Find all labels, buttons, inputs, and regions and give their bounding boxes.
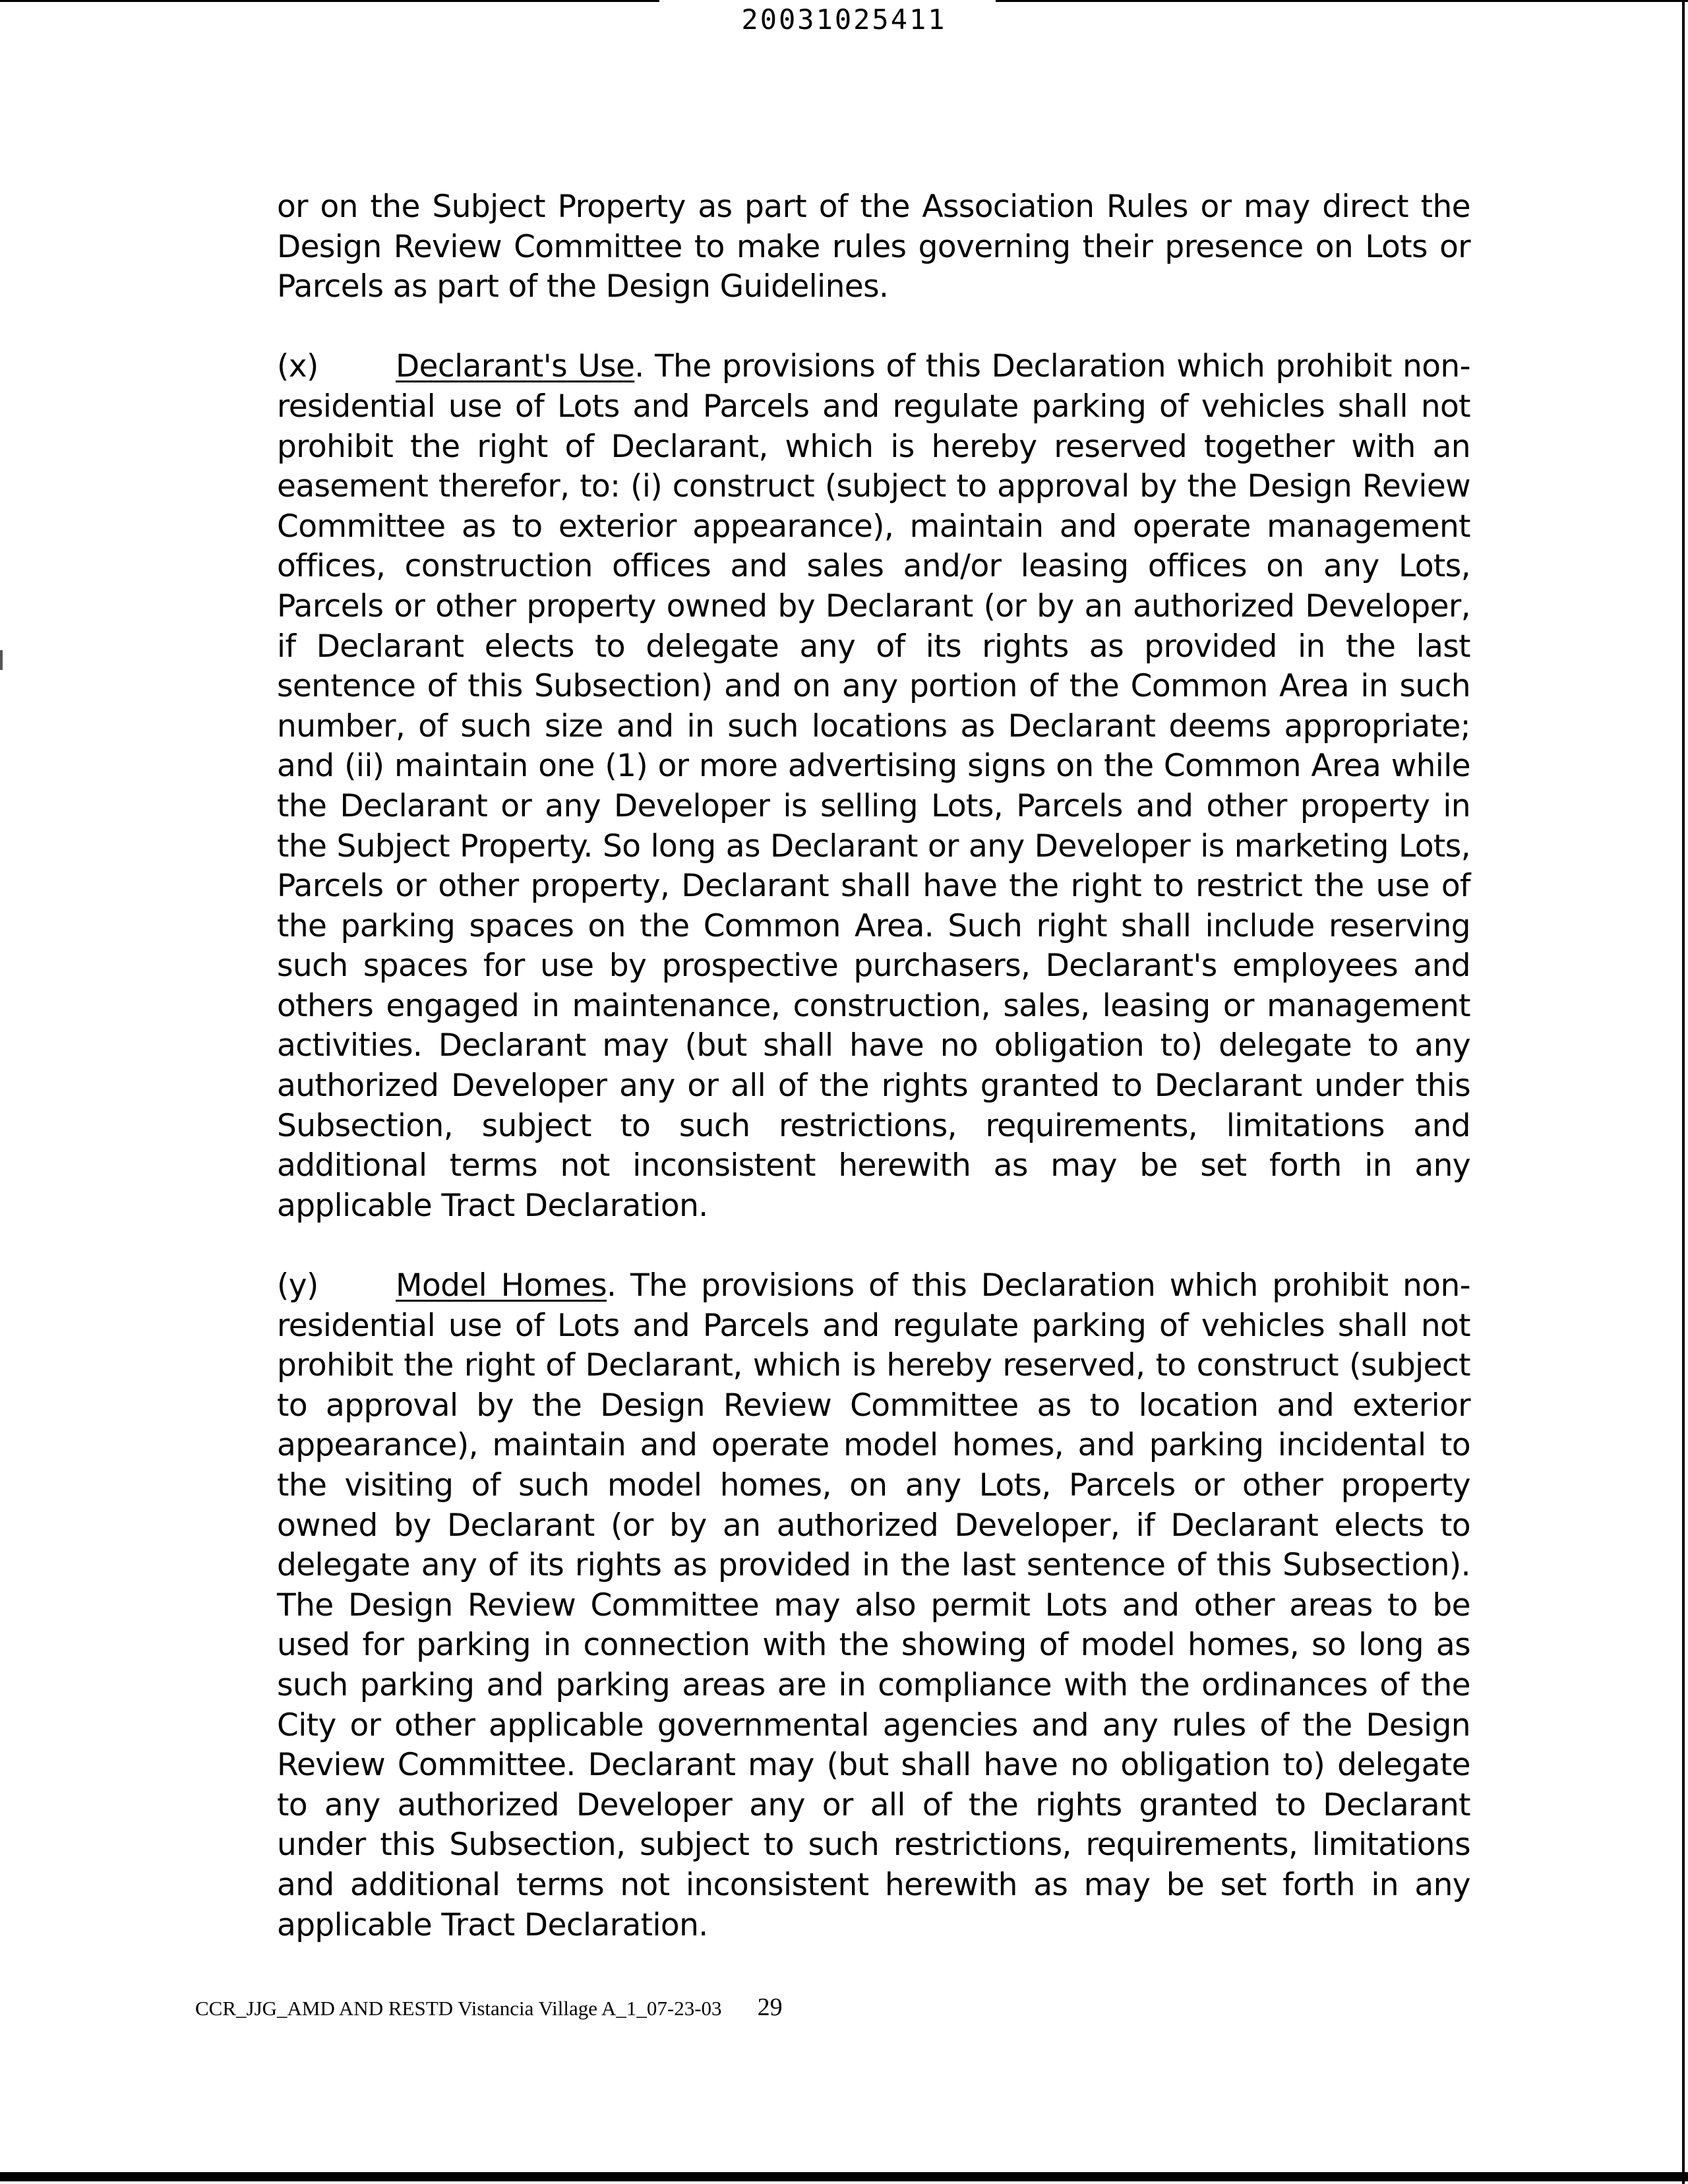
document-body bbox=[277, 187, 1470, 1986]
paragraph-x-heading: Declarant's Use bbox=[396, 348, 635, 385]
paragraph-y-heading: Model Homes bbox=[396, 1267, 607, 1304]
recording-number: 20031025411 bbox=[741, 3, 947, 36]
paragraph-x bbox=[277, 347, 1470, 1226]
paragraph-x-body: . The provisions of this Declaration which prohibit non-residential use of Lots and Parcels and regulate parking of vehicles shall not prohibit the right of Declarant, which is hereby reserved together with an easement therefor, to: (i) construct (subject to approval by the Design Review Committee as to exterior appearance), maintain and operate management offices, construction offices and sales and/or leasing offices on any Lots, Parcels or other property owned by Declarant (or by an authorized Developer, if Declarant elects to delegate any of its rights as provided in the last sentence of this Subsection) and on any portion of the Common Area in such number, of such size and in such locations as Declarant deems appropriate; and (ii) maintain one (1) or more advertising signs on the Common Area while the Declarant or any Developer is selling Lots, Parcels and other property in the Subject Property. So long as Declarant or any Developer is marketing Lots, Parcels or other property, Declarant shall have the right to restrict the use of the parking spaces on the Common Area. Such right shall include reserving such spaces for use by prospective purchasers, Declarant's employees and others engaged in maintenance, construction, sales, leasing or management activities. Declarant may (but shall have no obligation to) delegate to any authorized Developer any or all of the rights granted to Declarant under this Subsection, subject to such restrictions, requirements, limitations and additional terms not inconsistent herewith as may be set forth in any applicable Tract Declaration. bbox=[277, 348, 1470, 1224]
paragraph-y-body: . The provisions of this Declaration which prohibit non-residential use of Lots and Parcels and regulate parking of vehicles shall not prohibit the right of Declarant, which is hereby reserved, to construct (subject to approval by the Design Review Committee as to location and exterior appearance), maintain and operate model homes, and parking incidental to the visiting of such model homes, on any Lots, Parcels or other property owned by Declarant (or by an authorized Developer, if Declarant elects to delegate any of its rights as provided in the last sentence of this Subsection). The Design Review Committee may also permit Lots and other areas to be used for parking in connection with the showing of model homes, so long as such parking and parking areas are in compliance with the ordinances of the City or other applicable governmental agencies and any rules of the Design Review Committee. Declarant may (but shall have no obligation to) delegate to any authorized Developer any or all of the rights granted to Declarant under this Subsection, subject to such restrictions, requirements, limitations and additional terms not inconsistent herewith as may be set forth in any applicable Tract Declaration. bbox=[277, 1267, 1470, 1943]
footer-page-number: 29 bbox=[757, 1993, 783, 2021]
scan-border-right bbox=[1682, 0, 1685, 2184]
page-footer bbox=[195, 1994, 783, 2022]
paragraph-continuation: or on the Subject Property as part of the Association Rules or may direct the Design Review Committee to make rules governing their presence on Lots or Parcels as part of the Design Guidelines. bbox=[277, 189, 1470, 305]
paragraph-y-label: (y) bbox=[277, 1267, 318, 1304]
paragraph-y bbox=[277, 1266, 1470, 1945]
paragraph-x-label: (x) bbox=[277, 348, 318, 385]
scan-edge-mark bbox=[0, 650, 3, 670]
scan-border-bottom bbox=[0, 2172, 1688, 2181]
footer-document-id: CCR_JJG_AMD AND RESTD Vistancia Village A_1_07-23-03 bbox=[195, 1997, 722, 2020]
